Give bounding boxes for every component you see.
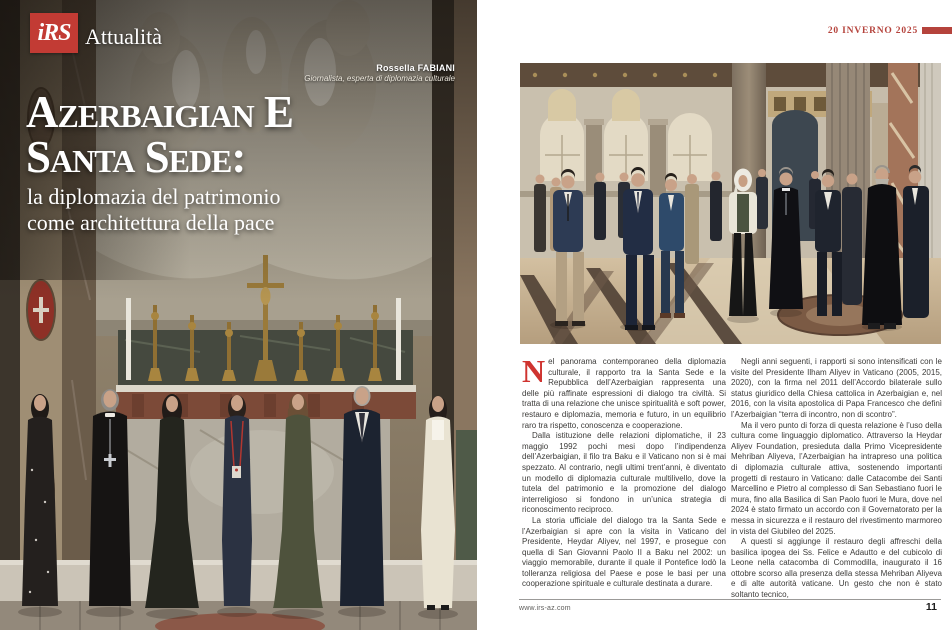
subtitle-line-2: come architettura della pace [27,209,275,235]
website-url: www.irs-az.com [519,605,571,612]
author-block [304,63,455,83]
title-line-2: Santa Sede: [26,132,246,182]
magazine-logo [30,13,162,53]
author-name: Rossella FABIANI [376,63,455,73]
figure-clergyman [89,389,131,606]
basilica-walk-photo [520,63,941,344]
author-role: Giornalista, esperta di diplomazia culturale [304,74,455,83]
figure-man-suit-behind [842,174,862,306]
figure-man-far-right [903,165,929,318]
text-column-right [731,357,942,601]
paragraph: A questi si aggiunge il restauro degli affreschi della basilica ipogea dei Ss. Felice e Adautto e del cubicolo di Leone nella catacomba di Commodilla, inaugurato il 16 ottobre scorso alla presenza della stessa Mehriban Aliyeva e di alte autorità vaticane. Un gesto che non è stato soltanto tecnico, [731,537,942,600]
paragraph: Ma il vero punto di forza di questa relazione è l’uso della cultura come linguaggio diplomatico. Attraverso la Heydar Aliyev Foundation, presieduta dalla Primo Vicepresidente Mehriban Aliyeva, l’Azerbaigian ha intrapreso una politica di diplomazia culturale attiva, sostenendo importanti progetti di restauro in Vaticano: dalle Catacombe dei Santi Marcellino e Pietro al complesso di San Sebastiano fuori le mura, fino alla Basilica di San Paolo fuori le Mura, dove nel 2024 è stato firmato un accordo con il Governatorato per la messa in sicurezza e il restauro del rivestimento marmoreo in vista del Giubileo del 2025. [731,420,942,536]
article-subtitle [27,184,281,235]
subtitle-line-1: la diplomazia del patrimonio [27,184,281,209]
paragraph: Negli anni seguenti, i rapporti si sono intensificati con le visite del Presidente Ilham Aliyev in Vaticano (2005, 2015, 2020), con la firma nel 2011 dell’Accordo bilaterale sullo status giuridico della Chiesa cattolica in Azerbaigian e, nel 2016, con la visita apostolica di Papa Francesco che definì l’Azerbaigian “terra di incontro, non di scontro”. [731,357,942,419]
text-column-left [522,353,726,590]
irs-logo: iRS [30,13,78,53]
figure-woman-lanyard [222,395,252,606]
paragraph: Nel panorama contemporaneo della diplomazia culturale, il rapporto tra la Santa Sede e la Repubblica dell’Azerbaigian rappresenta una delle più raffinate espressioni di dialogo tra civiltà. Si tratta di una relazione che unisce spiritualità e soft power, restauro e diplomazia, memoria e futuro, in un equilibrio raro tra rispetto, conoscenza e cooperazione. [522,353,726,430]
figure-woman-cream-suit [421,396,455,610]
figure-monk [862,166,902,329]
paragraph: Dalla istituzione delle relazioni diplomatiche, il 23 maggio 1992 pochi mesi dopo l’indipendenza dell’Azerbaigian, il filo tra Baku e il Vaticano non si è mai spezzato. Al contrario, negli ultimi trent’anni, è diventato un modello di diplomazia culturale multilivello, dove la tutela del patrimonio e la promozione del dialogo interreligioso si fondono in un’unica strategia di riconoscimento reciproco. [522,431,726,515]
issue-label: 20 INVERNO 2025 [827,26,918,36]
page-number: 11 [925,601,937,613]
footer-rule [519,599,941,600]
paragraph: La storia ufficiale del dialogo tra la Santa Sede e l’Azerbaigian si apre con la visita in Vaticano del Presidente, Heydar Aliyev, nel 1997, e prosegue con quella di San Giovanni Paolo II a Baku nel 2002: un viaggio memorabile, durante il quale il Pontefice lodò la tolleranza religiosa del Paese e pose le basi per una cooperazione spirituale e culturale destinata a durare. [522,515,726,589]
issue-bar [922,27,952,34]
right-page [481,0,952,630]
article-title [26,87,294,182]
figure-man-suit [340,386,384,606]
drop-cap: N [522,353,546,389]
section-label: Attualità [85,24,162,49]
title-line-1: Azerbaigian E [26,87,294,137]
